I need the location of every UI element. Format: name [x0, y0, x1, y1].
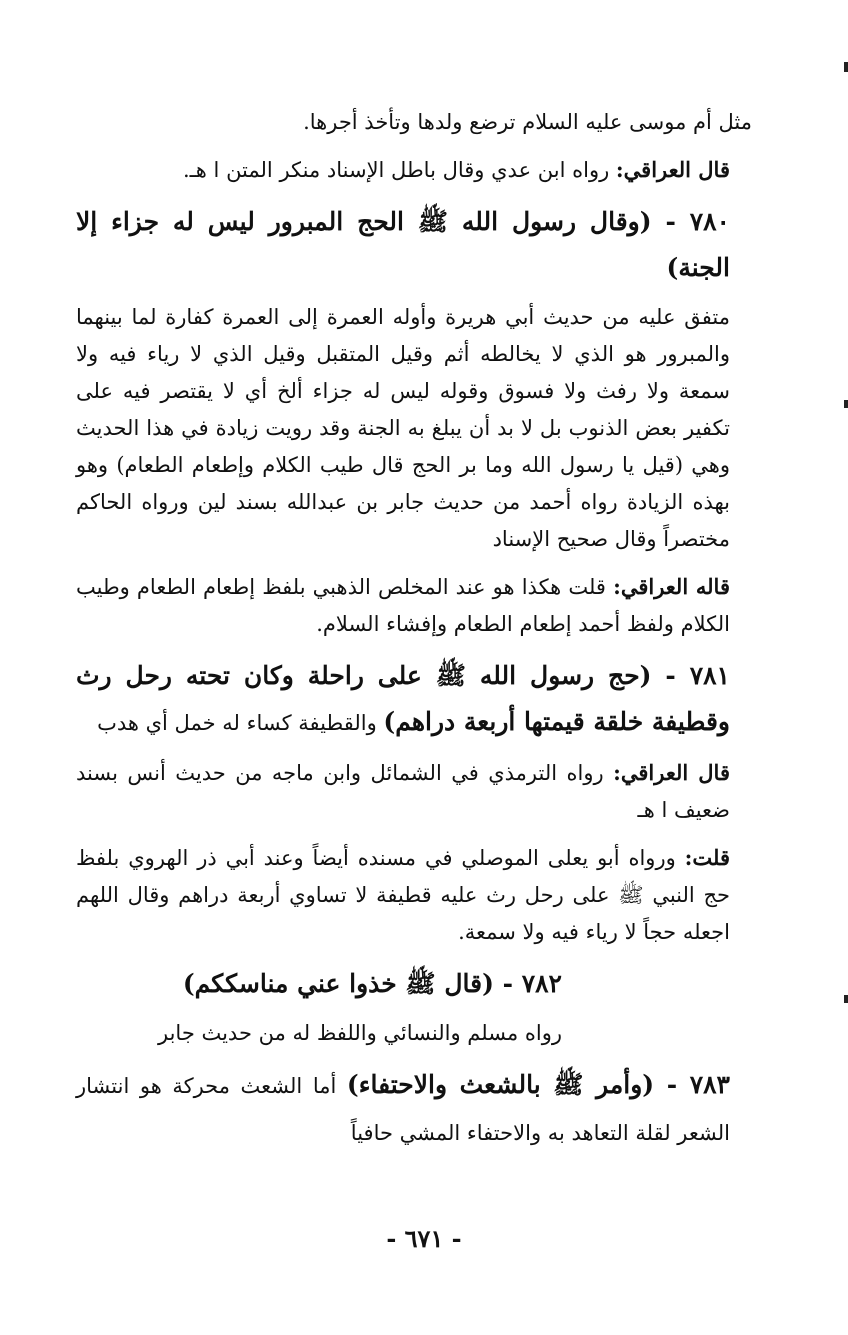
paragraph-text: ورواه أبو يعلى الموصلي في مسنده أيضاً وعند أبي ذر الهروي بلفظ حج النبي ﷺ على رحل رث عليه قطيفة لا تساوي أربعة دراهم وقال اللهم اجعله حجاً لا رياء فيه ولا سمعة. — [76, 846, 730, 944]
edge-mark — [844, 995, 848, 1003]
text-paragraph — [76, 1015, 752, 1052]
text-paragraph — [76, 299, 752, 558]
paragraph-text: رواه مسلم والنسائي واللفظ له من حديث جابر — [157, 1021, 562, 1045]
text-paragraph — [76, 839, 752, 951]
hadith-entry — [76, 653, 752, 746]
hadith-number: ٧٨٢ - — [502, 969, 562, 998]
hadith-number: ٧٨٣ - — [666, 1070, 730, 1099]
hadith-entry — [76, 961, 752, 1007]
hadith-commentary: أما الشعث محركة هو انتشار الشعر لقلة التعاهد به والاحتفاء المشي حافياً — [76, 1074, 730, 1145]
speaker-label: قال العراقي: — [615, 157, 730, 182]
paragraph-text: مثل أم موسى عليه السلام ترضع ولدها وتأخذ أجرها. — [303, 110, 752, 134]
edge-mark — [844, 400, 848, 408]
page-body — [76, 104, 752, 1164]
paragraph-text: قلت هكذا هو عند المخلص الذهبي بلفظ إطعام الطعام وطيب الكلام ولفظ أحمد إطعام الطعام وإفشاء السلام. — [76, 575, 730, 636]
text-paragraph — [76, 151, 752, 189]
speaker-label: قاله العراقي: — [613, 574, 730, 599]
paragraph-text: رواه ابن عدي وقال باطل الإسناد منكر المتن ا هـ. — [182, 158, 616, 182]
hadith-commentary: والقطيفة كساء له خمل أي هدب — [97, 711, 384, 735]
paragraph-text: متفق عليه من حديث أبي هريرة وأوله العمرة إلى العمرة كفارة لما بينهما والمبرور هو الذي لا يخالطه أثم وقيل المتقبل وقيل الذي لا رياء فيه ولا سمعة ولا رفث ولا فسوق وقوله ليس له جزاء ألخ أي لا يقتصر فيه على تكفير بعض الذنوب بل لا بد أن يبلغ به الجنة وقد رويت زيادة في هذا الحديث وهي (قيل يا رسول الله وما بر الحج قال طيب الكلام وإطعام الطعام) وهو بهذه الزيادة رواه أحمد من حديث جابر بن عبدالله بسند لين ورواه الحاكم مختصراً وقال صحيح الإسناد — [76, 305, 730, 551]
text-paragraph — [76, 568, 752, 643]
hadith-entry — [76, 199, 752, 291]
page-number: - ٦٧١ - — [386, 1224, 462, 1253]
speaker-label: قال العراقي: — [613, 760, 730, 785]
hadith-text: (وأمر ﷺ بالشعث والاحتفاء) — [346, 1070, 667, 1099]
hadith-number: ٧٨١ - — [665, 661, 730, 690]
edge-mark — [844, 62, 848, 72]
hadith-number: ٧٨٠ - — [665, 207, 730, 236]
text-paragraph — [76, 104, 752, 141]
hadith-text: (قال ﷺ خذوا عني مناسككم) — [182, 969, 503, 998]
hadith-text: (حج رسول الله ﷺ على راحلة وكان تحته رحل رث وقطيفة خلقة قيمتها أربعة دراهم) — [76, 661, 730, 736]
text-paragraph — [76, 754, 752, 829]
hadith-text: (وقال رسول الله ﷺ الحج المبرور ليس له جزاء إلا الجنة) — [76, 207, 730, 282]
hadith-entry — [76, 1062, 752, 1156]
paragraph-text: رواه الترمذي في الشمائل وابن ماجه من حديث أنس بسند ضعيف ا هـ — [76, 761, 730, 822]
speaker-label: قلت: — [684, 845, 730, 870]
